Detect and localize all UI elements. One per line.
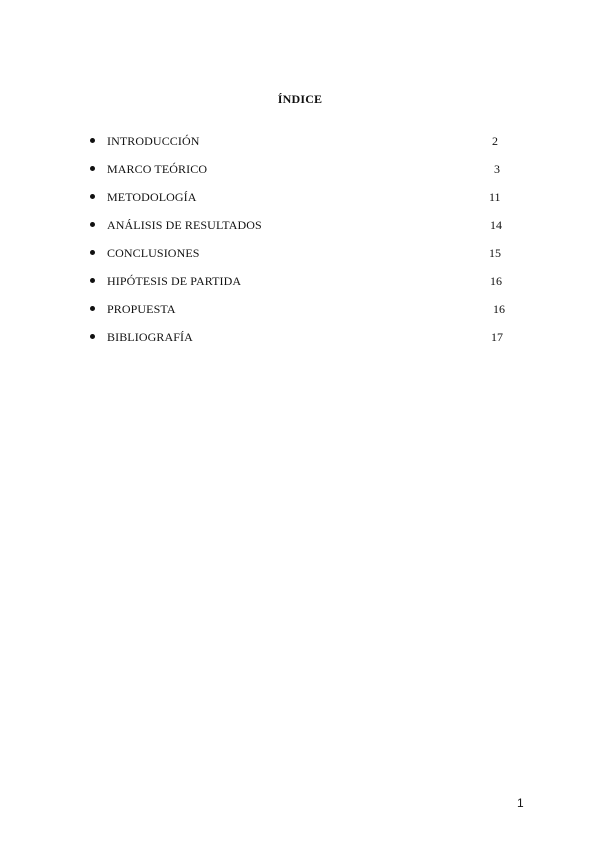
toc-entry-analisis-de-resultados	[0, 217, 600, 233]
bullet-icon	[90, 194, 95, 199]
toc-entry-page: 14	[490, 218, 502, 232]
toc-entry-label: PROPUESTA	[107, 302, 176, 316]
toc-entry-bibliografia	[0, 329, 600, 345]
bullet-icon	[90, 306, 95, 311]
toc-entry-introduccion	[0, 133, 600, 149]
toc-entry-page: 15	[489, 246, 501, 260]
bullet-icon	[90, 166, 95, 171]
toc-entry-metodologia	[0, 189, 600, 205]
index-title: ÍNDICE	[277, 92, 323, 106]
bullet-icon	[90, 250, 95, 255]
bullet-icon	[90, 138, 95, 143]
toc-entry-hipotesis-de-partida	[0, 273, 600, 289]
toc-entry-label: BIBLIOGRAFÍA	[107, 330, 193, 344]
toc-entry-conclusiones	[0, 245, 600, 261]
toc-entry-page: 11	[489, 190, 501, 204]
toc-entry-page: 16	[493, 302, 505, 316]
toc-entry-page: 16	[490, 274, 502, 288]
toc-entry-label: CONCLUSIONES	[107, 246, 200, 260]
bullet-icon	[90, 334, 95, 339]
toc-entry-label: ANÁLISIS DE RESULTADOS	[107, 218, 262, 232]
toc-entry-page: 2	[492, 134, 498, 148]
toc-entry-label: MARCO TEÓRICO	[107, 162, 208, 176]
toc-entry-propuesta	[0, 301, 600, 317]
page-number: 1	[517, 796, 524, 810]
bullet-icon	[90, 222, 95, 227]
toc-entry-label: INTRODUCCIÓN	[107, 134, 200, 148]
toc-entry-label: HIPÓTESIS DE PARTIDA	[107, 274, 242, 288]
toc-entry-page: 3	[494, 162, 500, 176]
bullet-icon	[90, 278, 95, 283]
toc-entry-label: METODOLOGÍA	[107, 190, 197, 204]
toc-entry-page: 17	[491, 330, 503, 344]
toc-entry-marco-teorico	[0, 161, 600, 177]
